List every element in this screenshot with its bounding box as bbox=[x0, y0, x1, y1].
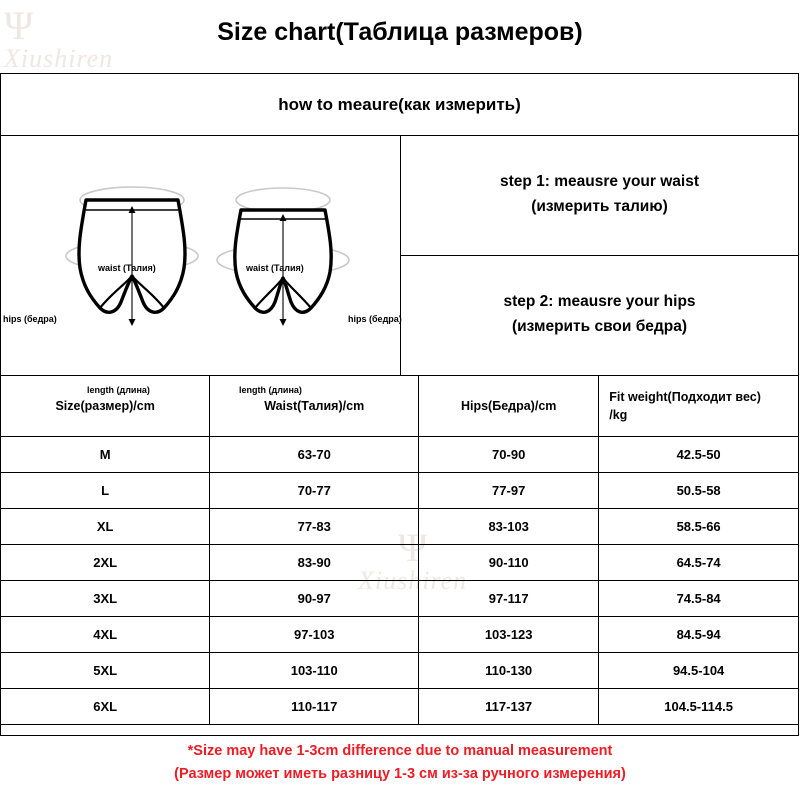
table-header-row bbox=[1, 376, 798, 437]
cell-hips: 103-123 bbox=[419, 617, 599, 653]
header-fit-weight bbox=[599, 376, 798, 437]
howto-heading: how to meaure(как измерить) bbox=[1, 74, 798, 136]
steps-column bbox=[401, 136, 798, 375]
cell-waist: 77-83 bbox=[210, 509, 419, 545]
cell-hips: 70-90 bbox=[419, 437, 599, 473]
cell-weight: 64.5-74 bbox=[599, 545, 798, 581]
step-2-line-1: step 2: meausre your hips bbox=[503, 293, 696, 311]
watermark-brand-text-center: Xiushiren bbox=[358, 566, 468, 595]
watermark-logo-mark-center: Ψ bbox=[397, 525, 428, 570]
table-row bbox=[1, 581, 798, 617]
table-row bbox=[1, 653, 798, 689]
step-1-line-1: step 1: meausre your waist bbox=[500, 173, 699, 191]
size-table-body bbox=[1, 437, 798, 725]
panty-diagram-svg bbox=[1, 136, 400, 375]
page-title: Size chart(Таблица размеров) bbox=[217, 18, 583, 46]
cell-waist: 90-97 bbox=[210, 581, 419, 617]
label-length-right: length (длина) bbox=[239, 385, 302, 395]
cell-size: 2XL bbox=[1, 545, 210, 581]
cell-size: XL bbox=[1, 509, 210, 545]
cell-size: M bbox=[1, 437, 210, 473]
header-size: Size(размер)/cm bbox=[1, 376, 210, 437]
label-hips-right: hips (бедра) bbox=[348, 314, 402, 324]
cell-hips: 83-103 bbox=[419, 509, 599, 545]
label-waist-right: waist (Талия) bbox=[246, 263, 304, 273]
cell-hips: 110-130 bbox=[419, 653, 599, 689]
table-row bbox=[1, 545, 798, 581]
table-row bbox=[1, 617, 798, 653]
cell-weight: 58.5-66 bbox=[599, 509, 798, 545]
measurement-note bbox=[0, 740, 800, 787]
label-hips-left: hips (бедра) bbox=[3, 314, 57, 324]
table-row bbox=[1, 509, 798, 545]
cell-weight: 42.5-50 bbox=[599, 437, 798, 473]
illustration-and-steps bbox=[1, 136, 798, 395]
table-row bbox=[1, 689, 798, 725]
size-table-head bbox=[1, 376, 798, 437]
cell-waist: 110-117 bbox=[210, 689, 419, 725]
step-2 bbox=[401, 256, 798, 376]
measurement-illustration bbox=[1, 136, 402, 395]
cell-weight: 74.5-84 bbox=[599, 581, 798, 617]
size-table-wrapper bbox=[1, 376, 798, 725]
size-table bbox=[1, 376, 798, 725]
cell-waist: 97-103 bbox=[210, 617, 419, 653]
label-waist-left: waist (Талия) bbox=[98, 263, 156, 273]
cell-size: 4XL bbox=[1, 617, 210, 653]
note-line-2: (Размер может иметь разницу 1-3 см из-за ручного измерения) bbox=[174, 766, 626, 783]
step-1-line-2: (измерить талию) bbox=[531, 198, 668, 216]
watermark-logo-mark: Ψ bbox=[4, 3, 34, 48]
cell-size: 6XL bbox=[1, 689, 210, 725]
cell-weight: 104.5-114.5 bbox=[599, 689, 798, 725]
note-line-1: *Size may have 1-3cm difference due to manual measurement bbox=[187, 743, 613, 759]
cell-size: L bbox=[1, 473, 210, 509]
cell-waist: 70-77 bbox=[210, 473, 419, 509]
chart-frame bbox=[0, 73, 799, 736]
cell-hips: 117-137 bbox=[419, 689, 599, 725]
cell-weight: 84.5-94 bbox=[599, 617, 798, 653]
cell-size: 3XL bbox=[1, 581, 210, 617]
cell-waist: 63-70 bbox=[210, 437, 419, 473]
label-length-left: length (длина) bbox=[87, 385, 150, 395]
watermark-brand-text: Xiushiren bbox=[4, 44, 114, 73]
cell-hips: 77-97 bbox=[419, 473, 599, 509]
cell-hips: 97-117 bbox=[419, 581, 599, 617]
table-row bbox=[1, 437, 798, 473]
step-2-line-2: (измерить свои бедра) bbox=[511, 318, 688, 336]
header-fit-weight-line-2: /kg bbox=[609, 408, 628, 422]
table-row bbox=[1, 473, 798, 509]
cell-weight: 50.5-58 bbox=[599, 473, 798, 509]
header-waist: Waist(Талия)/cm bbox=[210, 376, 419, 437]
header-fit-weight-line-1: Fit weight(Подходит вес) bbox=[609, 389, 761, 404]
cell-waist: 103-110 bbox=[210, 653, 419, 689]
cell-hips: 90-110 bbox=[419, 545, 599, 581]
step-1 bbox=[401, 136, 798, 256]
cell-waist: 83-90 bbox=[210, 545, 419, 581]
cell-size: 5XL bbox=[1, 653, 210, 689]
header-hips: Hips(Бедра)/cm bbox=[419, 376, 599, 437]
cell-weight: 94.5-104 bbox=[599, 653, 798, 689]
